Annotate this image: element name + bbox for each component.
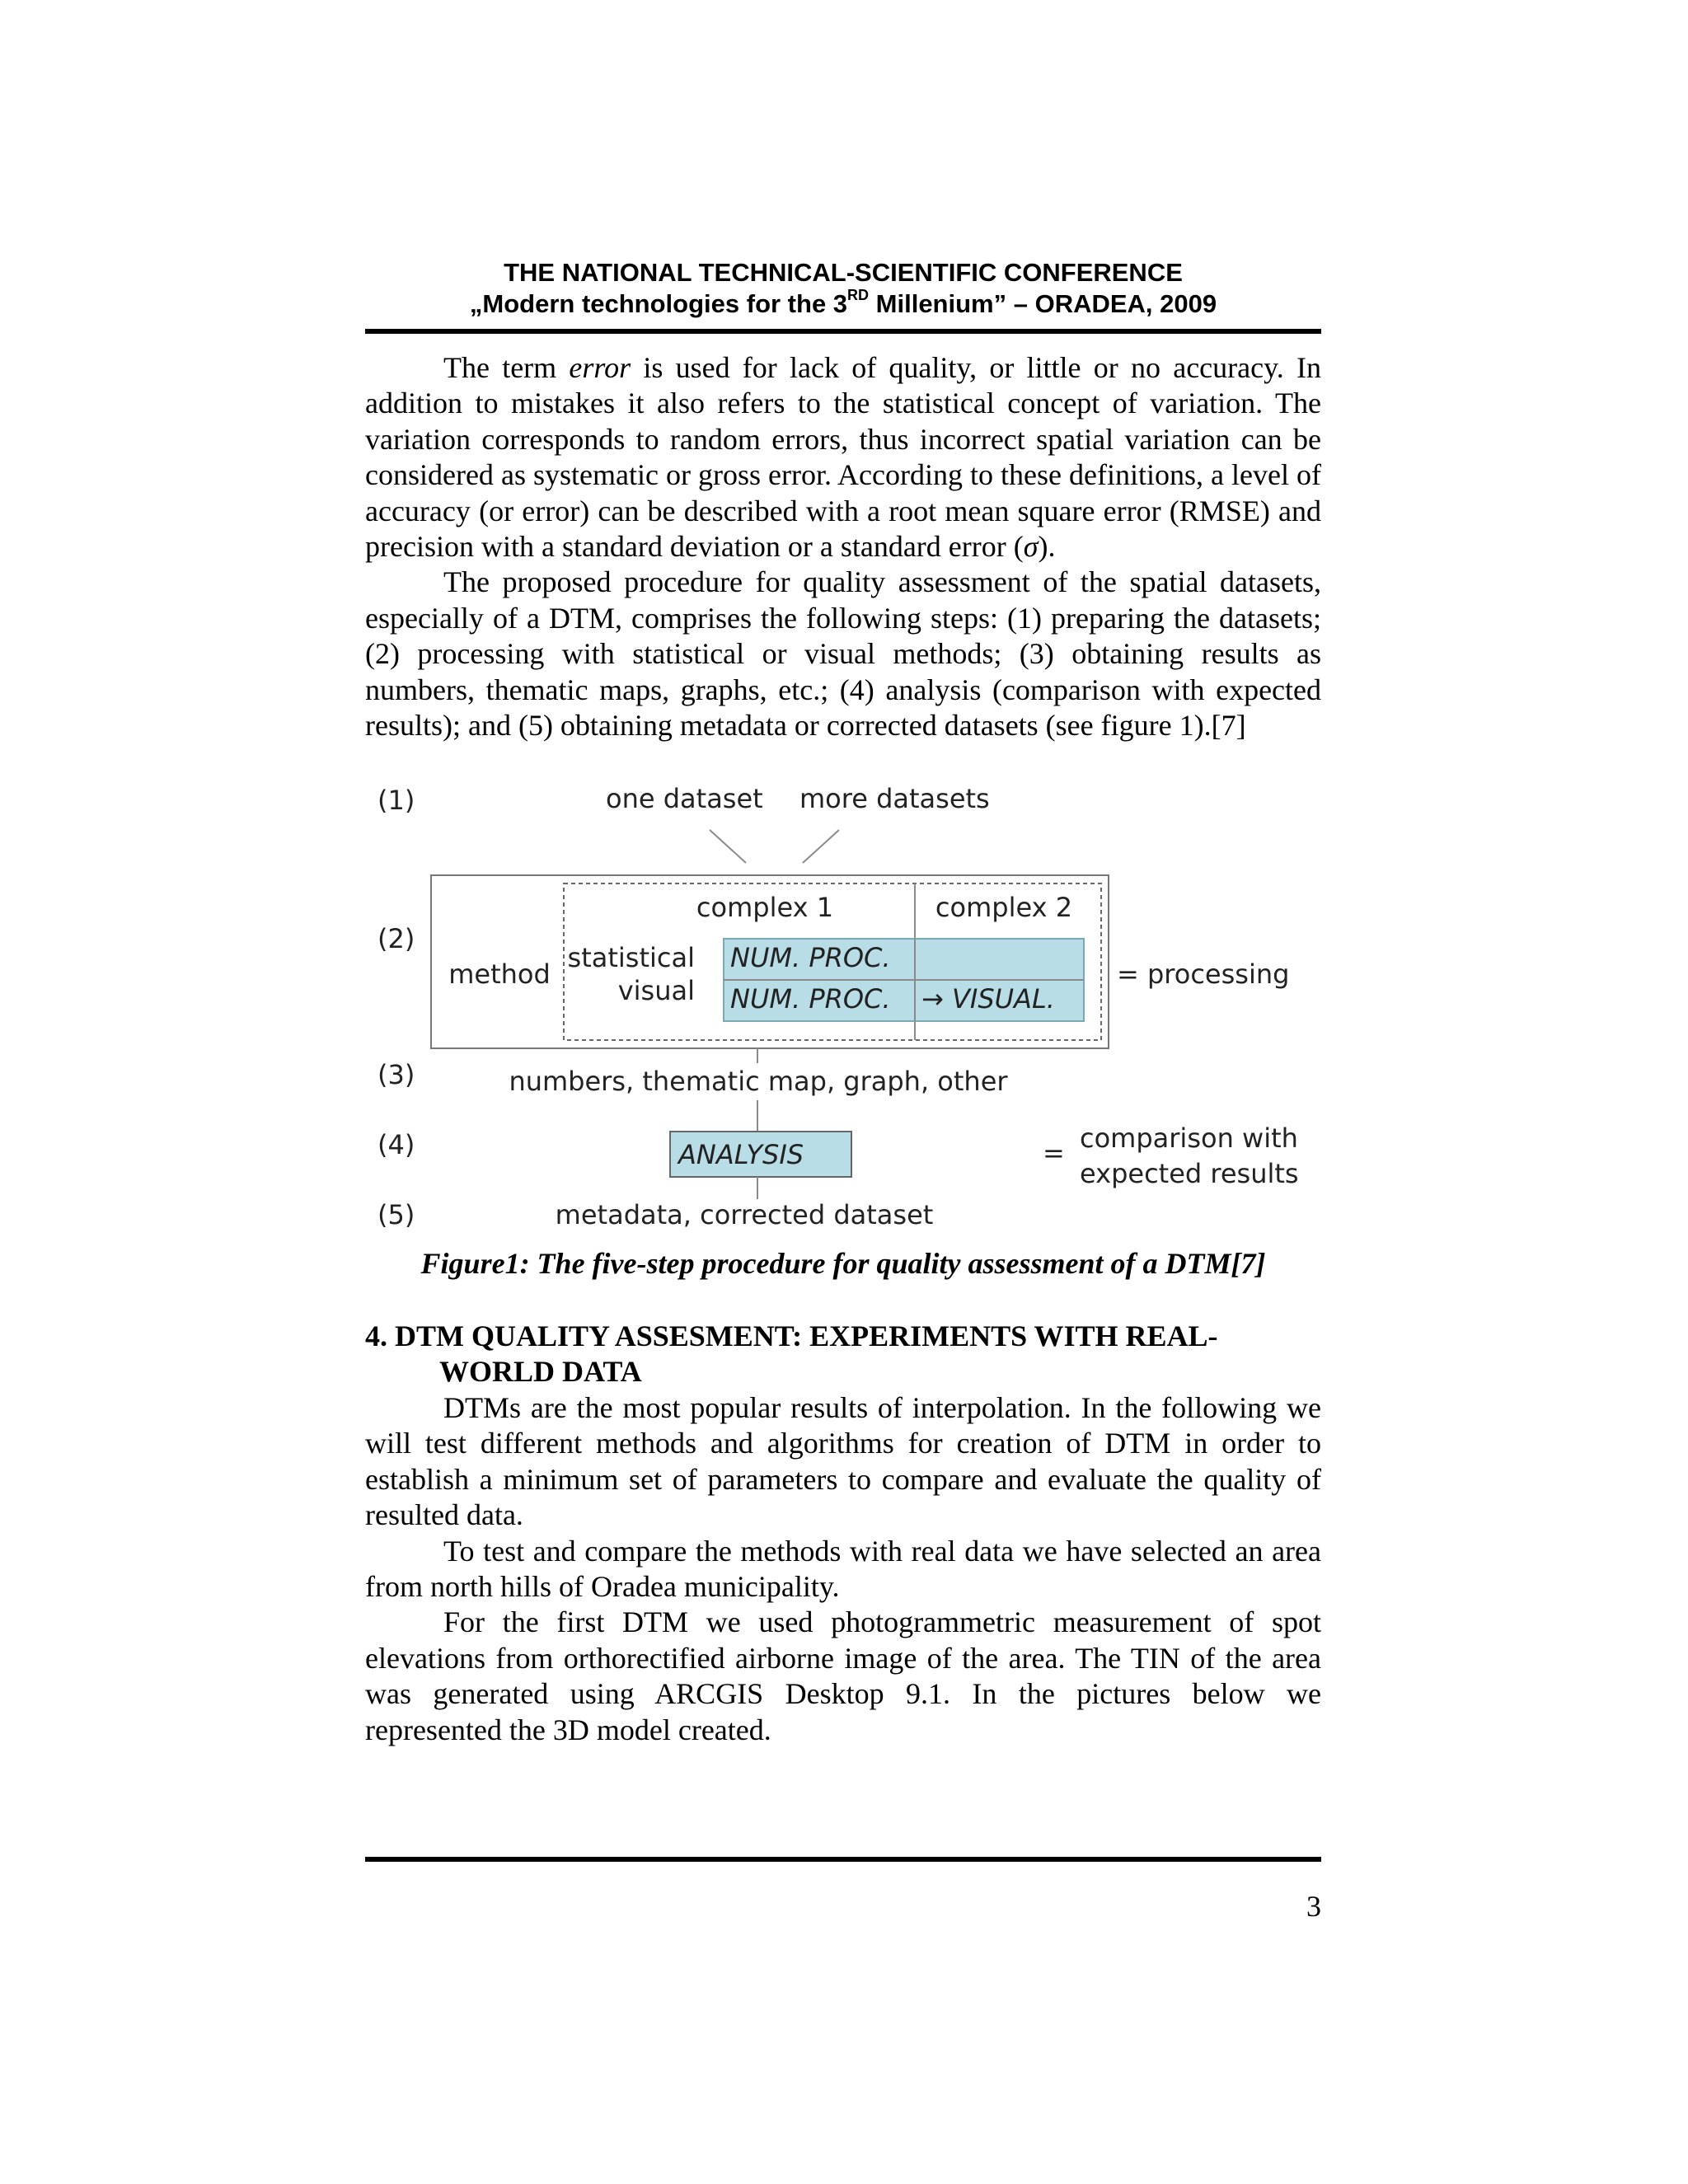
label-one-dataset: one dataset	[606, 783, 763, 814]
header-line-2-suffix: Millenium” – ORADEA, 2009	[869, 289, 1217, 318]
p1-part-c: ).	[1038, 530, 1056, 564]
section-heading	[365, 1319, 1321, 1390]
body-text-bottom	[365, 1390, 1321, 1748]
paragraph-first-dtm: For the first DTM we used photogrammetric measurement of spot elevations from orthorectified airborne image of the area. The TIN of the area was generated using ARCGIS Desktop 9.1. In the pictures below we represented the 3D model created.	[365, 1605, 1321, 1746]
label-statistical: statistical	[567, 942, 695, 973]
connector-more-datasets	[803, 830, 839, 863]
step-label-5: (5)	[377, 1199, 415, 1230]
paragraph-procedure: The proposed procedure for quality assessment of the spatial datasets, especially of a DTM, comprises the following steps: (1) preparing the datasets; (2) processing with statistical or visual methods; (3) obtaining results as numbers, thematic maps, graphs, etc.; (4) analysis (comparison with expected results); and (5) obtaining metadata or corrected datasets (see figure 1).[7]	[365, 565, 1321, 743]
label-results: numbers, thematic map, graph, other	[509, 1066, 1008, 1097]
label-complex-1: complex 1	[696, 892, 834, 923]
header-line-2-prefix: „Modern technologies for the 3	[469, 289, 848, 318]
section-heading-line-2: WORLD DATA	[439, 1355, 642, 1388]
step-label-4: (4)	[377, 1129, 415, 1160]
header-line-1: THE NATIONAL TECHNICAL-SCIENTIFIC CONFERENCE	[504, 258, 1183, 287]
header-rule	[365, 329, 1321, 334]
label-visual: visual	[617, 975, 695, 1006]
connector-one-dataset	[710, 830, 746, 863]
step-label-3: (3)	[377, 1059, 415, 1090]
header-line-2	[365, 288, 1321, 320]
label-equals: =	[1043, 1137, 1065, 1169]
footer-rule	[365, 1857, 1321, 1862]
label-more-datasets: more datasets	[799, 783, 990, 814]
p1-emphasis-error: error	[569, 351, 631, 384]
paragraph-dtm-intro: DTMs are the most popular results of interpolation. In the following we will test different methods and algorithms for creation of DTM in order to establish a minimum set of parameters to compare and evaluate the quality of resulted data.	[365, 1391, 1321, 1532]
p1-part-b: is used for lack of quality, or little or no accuracy. In addition to mistakes it also refers to the statistical concept of variation. The variation corresponds to random errors, thus incorrect spatial variation can be considered as systematic or gross error. According to these definitions, a level of accuracy (or error) can be described with a root mean square error (RMSE) and precision with a standard deviation or a standard error (	[365, 351, 1321, 564]
body-text-top	[365, 350, 1321, 743]
label-processing: = processing	[1117, 958, 1290, 990]
step-label-1: (1)	[377, 785, 415, 816]
label-comparison-line-2: expected results	[1080, 1158, 1299, 1189]
figure-caption: Figure1: The five-step procedure for quality assessment of a DTM[7]	[420, 1247, 1266, 1280]
label-output: metadata, corrected dataset	[555, 1199, 934, 1230]
paragraph-test-area: To test and compare the methods with real data we have selected an area from north hills of Oradea municipality.	[365, 1534, 1321, 1604]
label-visual-output: → VISUAL.	[921, 983, 1055, 1015]
conference-header	[365, 257, 1321, 320]
label-complex-2: complex 2	[935, 892, 1073, 923]
label-num-proc-statistical: NUM. PROC.	[730, 942, 891, 973]
p1-sigma: σ	[1023, 530, 1039, 564]
label-num-proc-visual: NUM. PROC.	[730, 983, 891, 1015]
paragraph-error-definition	[365, 350, 1321, 565]
p1-part-a: The term	[443, 351, 570, 384]
step-label-2: (2)	[377, 923, 415, 954]
label-comparison-line-1: comparison with	[1080, 1122, 1298, 1154]
page-number: 3	[1306, 1890, 1321, 1923]
label-analysis: ANALYSIS	[678, 1139, 804, 1170]
label-method: method	[448, 958, 551, 990]
section-heading-line-1: 4. DTM QUALITY ASSESMENT: EXPERIMENTS WITH REAL-	[365, 1319, 1218, 1352]
procedure-diagram	[365, 779, 1321, 1249]
figure-five-step-procedure	[365, 779, 1321, 1249]
header-superscript: RD	[847, 286, 870, 303]
